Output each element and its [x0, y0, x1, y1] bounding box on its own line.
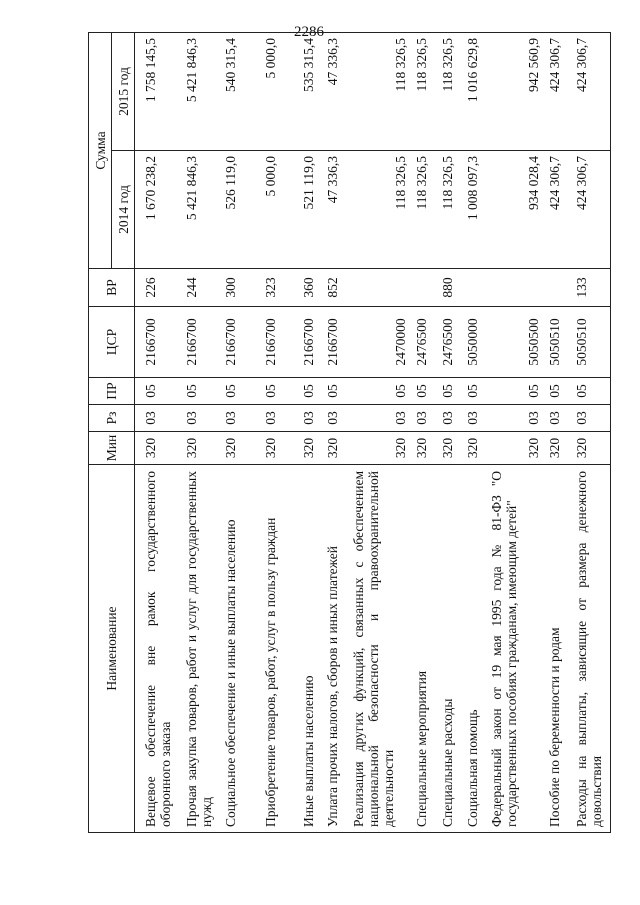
- header-sum: Сумма: [89, 32, 112, 268]
- table-row: [461, 32, 485, 832]
- row-min: 320: [541, 432, 568, 465]
- row-name: Социальная помощь: [461, 465, 485, 833]
- table-row: [408, 32, 435, 832]
- row-csr: 5050500: [485, 307, 541, 378]
- header-2015: 2015 год: [112, 32, 135, 150]
- row-rz: 03: [143, 405, 184, 432]
- row-csr: 2166700: [325, 307, 351, 378]
- row-rz: 03: [485, 405, 541, 432]
- row-vr: 300: [223, 269, 263, 307]
- row-name: Реализация других функций, связанных с обеспечением национальной безопасности и правоохранительной деятельности: [351, 465, 408, 833]
- table-row: [325, 32, 351, 832]
- row-name: Вещевое обеспечение вне рамок государственного оборонного заказа: [143, 465, 184, 833]
- row-sum-2015: 5 000,0: [263, 32, 301, 150]
- row-sum-2014: 424 306,7: [568, 151, 610, 269]
- row-sum-2014: 521 119,0: [301, 151, 325, 269]
- row-name: Специальные мероприятия: [408, 465, 435, 833]
- row-min: 320: [351, 432, 408, 465]
- row-sum-2014: 5 421 846,3: [184, 151, 223, 269]
- table-row: [301, 32, 325, 832]
- row-csr: 5050510: [541, 307, 568, 378]
- row-min: 320: [223, 432, 263, 465]
- row-min: 320: [461, 432, 485, 465]
- row-pr: 05: [485, 378, 541, 405]
- row-csr: 2166700: [223, 307, 263, 378]
- row-name: Приобретение товаров, работ, услуг в пользу граждан: [263, 465, 301, 833]
- row-sum-2014: 47 336,3: [325, 151, 351, 269]
- page-number: 2286: [294, 24, 324, 40]
- row-rz: 03: [223, 405, 263, 432]
- row-vr: 360: [301, 269, 325, 307]
- row-pr: 05: [184, 378, 223, 405]
- row-vr: 323: [263, 269, 301, 307]
- row-min: 320: [568, 432, 610, 465]
- row-csr: 2166700: [143, 307, 184, 378]
- row-sum-2015: 424 306,7: [541, 32, 568, 150]
- row-sum-2014: 1 008 097,3: [461, 151, 485, 269]
- row-csr: 5050510: [568, 307, 610, 378]
- row-sum-2015: 424 306,7: [568, 32, 610, 150]
- row-sum-2015: 118 326,5: [435, 32, 461, 150]
- row-name: Специальные расходы: [435, 465, 461, 833]
- row-rz: 03: [184, 405, 223, 432]
- header-rz: Рз: [89, 405, 135, 432]
- row-min: 320: [325, 432, 351, 465]
- table-row: [351, 32, 408, 832]
- table-row: [541, 32, 568, 832]
- row-sum-2014: 526 119,0: [223, 151, 263, 269]
- header-name: Наименование: [89, 465, 135, 833]
- row-vr: 133: [568, 269, 610, 307]
- row-sum-2015: 1 758 145,5: [143, 32, 184, 150]
- row-rz: 03: [541, 405, 568, 432]
- row-min: 320: [143, 432, 184, 465]
- table-spacer-row: [135, 32, 144, 832]
- row-csr: 2166700: [301, 307, 325, 378]
- row-sum-2015: 1 016 629,8: [461, 32, 485, 150]
- row-name: Прочая закупка товаров, работ и услуг для государственных нужд: [184, 465, 223, 833]
- row-vr: [408, 269, 435, 307]
- table-body: [135, 32, 611, 832]
- row-csr: 2476500: [408, 307, 435, 378]
- row-rz: 03: [301, 405, 325, 432]
- row-sum-2015: 5 421 846,3: [184, 32, 223, 150]
- row-pr: 05: [408, 378, 435, 405]
- row-sum-2014: 934 028,4: [485, 151, 541, 269]
- row-csr: 2166700: [184, 307, 223, 378]
- row-pr: 05: [143, 378, 184, 405]
- row-sum-2014: 5 000,0: [263, 151, 301, 269]
- header-min: Мин: [89, 432, 135, 465]
- row-sum-2014: 424 306,7: [541, 151, 568, 269]
- table-row: [435, 32, 461, 832]
- table-row: [263, 32, 301, 832]
- row-sum-2014: 118 326,5: [351, 151, 408, 269]
- row-pr: 05: [263, 378, 301, 405]
- row-pr: 05: [223, 378, 263, 405]
- row-rz: 03: [325, 405, 351, 432]
- row-pr: 05: [541, 378, 568, 405]
- row-min: 320: [485, 432, 541, 465]
- table-row: [485, 32, 541, 832]
- row-rz: 03: [461, 405, 485, 432]
- row-sum-2015: 540 315,4: [223, 32, 263, 150]
- row-vr: [351, 269, 408, 307]
- row-csr: 2470000: [351, 307, 408, 378]
- row-vr: [541, 269, 568, 307]
- row-rz: 03: [435, 405, 461, 432]
- row-sum-2014: 118 326,5: [435, 151, 461, 269]
- row-vr: [461, 269, 485, 307]
- table-row: [184, 32, 223, 832]
- row-name: Пособие по беременности и родам: [541, 465, 568, 833]
- row-sum-2015: 118 326,5: [408, 32, 435, 150]
- row-min: 320: [301, 432, 325, 465]
- row-vr: 244: [184, 269, 223, 307]
- row-sum-2015: 942 560,9: [485, 32, 541, 150]
- row-name: Уплата прочих налогов, сборов и иных платежей: [325, 465, 351, 833]
- row-csr: 2476500: [435, 307, 461, 378]
- row-min: 320: [184, 432, 223, 465]
- row-vr: 852: [325, 269, 351, 307]
- row-pr: 05: [351, 378, 408, 405]
- row-min: 320: [263, 432, 301, 465]
- row-rz: 03: [263, 405, 301, 432]
- table-row: [143, 32, 184, 832]
- row-rz: 03: [568, 405, 610, 432]
- header-2014: 2014 год: [112, 151, 135, 269]
- table-row: [223, 32, 263, 832]
- table-row: [568, 32, 610, 832]
- row-sum-2014: 118 326,5: [408, 151, 435, 269]
- row-min: 320: [408, 432, 435, 465]
- row-sum-2014: 1 670 238,2: [143, 151, 184, 269]
- row-csr: 2166700: [263, 307, 301, 378]
- row-name: Федеральный закон от 19 мая 1995 года № 81-ФЗ "О государственных пособиях гражданам, имеющим детей": [485, 465, 541, 833]
- row-vr: [485, 269, 541, 307]
- row-csr: 5050000: [461, 307, 485, 378]
- row-pr: 05: [301, 378, 325, 405]
- budget-table: [88, 32, 611, 833]
- header-vr: ВР: [89, 269, 135, 307]
- row-sum-2015: 47 336,3: [325, 32, 351, 150]
- row-pr: 05: [461, 378, 485, 405]
- row-sum-2015: 118 326,5: [351, 32, 408, 150]
- header-row: [89, 32, 112, 832]
- row-rz: 03: [408, 405, 435, 432]
- header-pr: ПР: [89, 378, 135, 405]
- row-pr: 05: [325, 378, 351, 405]
- row-vr: 226: [143, 269, 184, 307]
- row-sum-2015: 535 315,4: [301, 32, 325, 150]
- row-pr: 05: [435, 378, 461, 405]
- row-pr: 05: [568, 378, 610, 405]
- row-vr: 880: [435, 269, 461, 307]
- header-csr: ЦСР: [89, 307, 135, 378]
- row-rz: 03: [351, 405, 408, 432]
- budget-table-rotated: [88, 33, 606, 833]
- row-name: Социальное обеспечение и иные выплаты населению: [223, 465, 263, 833]
- row-name: Расходы на выплаты, зависящие от размера денежного довольствия: [568, 465, 610, 833]
- row-min: 320: [435, 432, 461, 465]
- row-name: Иные выплаты населению: [301, 465, 325, 833]
